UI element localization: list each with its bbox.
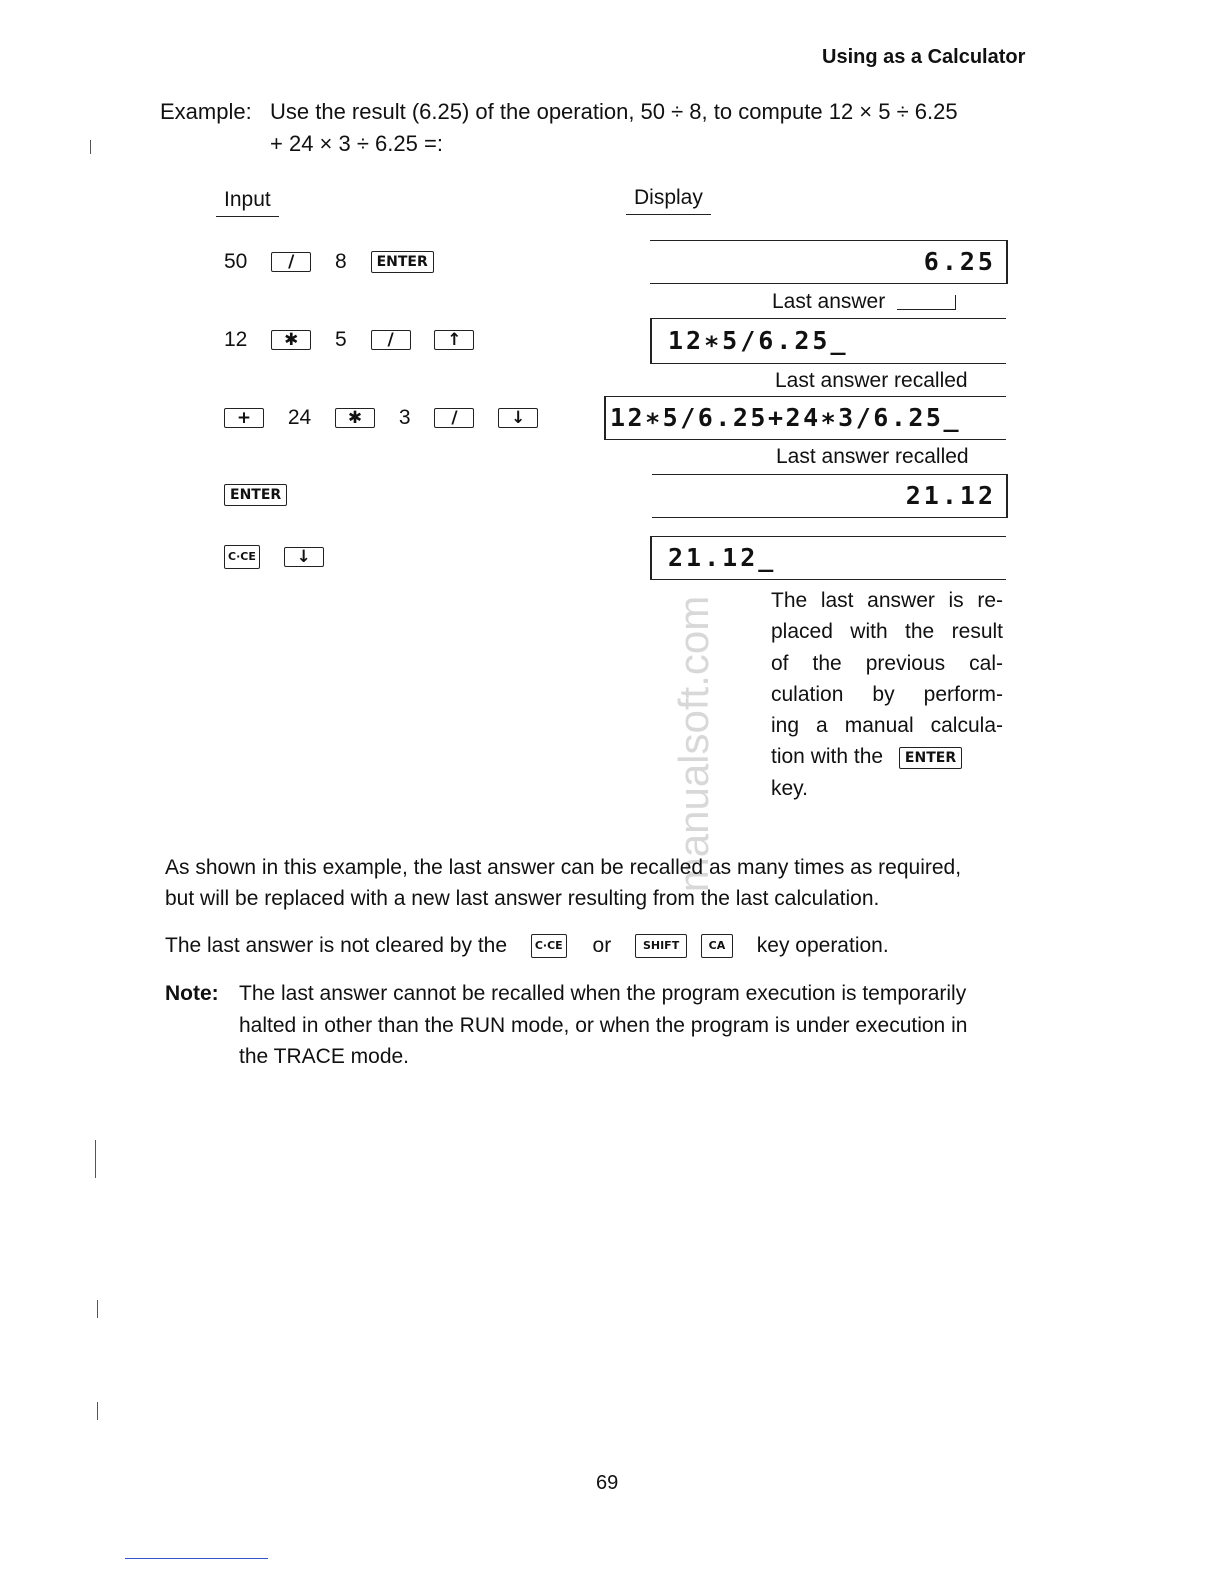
input-row-3 [224,406,556,430]
margin-mark [97,1402,98,1420]
enter-key: ENTER [899,747,962,769]
note-body [239,978,967,1073]
clear-key: C·CE [224,545,260,569]
input-number: 8 [335,250,347,274]
up-arrow-key: ↑ [434,330,474,350]
display-result-2: 21.12 [652,474,1008,518]
caption-text: Last answer [772,290,886,313]
clear-all-key: CA [701,934,733,958]
input-number: 24 [287,406,312,430]
divide-key: / [434,408,474,428]
caption-recalled-1: Last answer recalled [775,369,968,392]
watermark: manualsoft.com [670,595,718,893]
shift-key: SHIFT [635,934,687,958]
multiply-key: ✱ [271,330,311,350]
page-number: 69 [596,1472,619,1494]
display-result-3: 21.12_ [650,536,1006,580]
multiply-key: ✱ [335,408,375,428]
paragraph-2 [165,930,889,961]
arrow-icon [897,295,956,310]
down-arrow-key: ↓ [498,408,538,428]
paragraph-1 [165,852,961,914]
paragraph-text: The last answer is not cleared by the [165,934,508,957]
note-line: halted in other than the RUN mode, or when the program is under execution in [239,1013,968,1037]
paragraph-text: key operation. [756,934,889,957]
margin-mark [97,1300,98,1318]
footer-rule [125,1558,268,1559]
display-expression-1: 12∗5/6.25_ [650,318,1006,364]
input-number: 50 [224,250,248,274]
paragraph-text: or [592,934,612,957]
display-column-heading: Display [626,186,711,215]
caption-last-answer [772,290,956,314]
side-note-line: culation by perform- [771,682,1003,706]
side-note-text: tion with the [771,745,884,769]
side-note [771,585,1003,804]
display-expression-2: 12∗5/6.25+24∗3/6.25_ [604,396,1006,440]
side-note-line: of the previous cal- [771,651,1003,675]
running-header: Using as a Calculator [822,46,1026,68]
divide-key: / [271,252,311,272]
side-note-line: key. [771,776,808,800]
margin-mark [90,140,91,154]
input-number: 12 [224,328,248,352]
paragraph-line: but will be replaced with a new last answer resulting from the last calculation. [165,887,880,910]
input-row-4 [224,483,305,507]
divide-key: / [371,330,411,350]
example-line-2: + 24 × 3 ÷ 6.25 =: [270,131,443,156]
input-number: 3 [398,406,411,430]
paragraph-line: As shown in this example, the last answer can be recalled as many times as required, [165,856,962,879]
example-line-1: Use the result (6.25) of the operation, 50 ÷ 8, to compute 12 × 5 ÷ 6.25 [270,99,958,124]
enter-key: ENTER [371,251,434,273]
input-row-2 [224,328,492,352]
input-number: 5 [335,328,347,352]
display-result-1: 6.25 [650,240,1008,284]
side-note-line: placed with the result [771,620,1003,644]
enter-key: ENTER [224,484,287,506]
note-line: the TRACE mode. [239,1045,410,1068]
down-arrow-key: ↓ [284,547,324,567]
side-note-line: ing a manual calcula- [771,714,1003,738]
margin-mark [95,1140,96,1178]
side-note-line: The last answer is re- [771,589,1003,612]
input-row-5 [224,545,342,569]
example-label: Example: [160,99,252,124]
plus-key: + [224,408,264,428]
note-label: Note: [165,982,219,1005]
input-column-heading: Input [216,188,279,217]
caption-recalled-2: Last answer recalled [776,445,969,468]
input-row-1 [224,250,452,274]
note-line: The last answer cannot be recalled when the program execution is temporarily [239,982,967,1005]
clear-key: C·CE [531,934,567,958]
side-note-line [771,741,1003,772]
